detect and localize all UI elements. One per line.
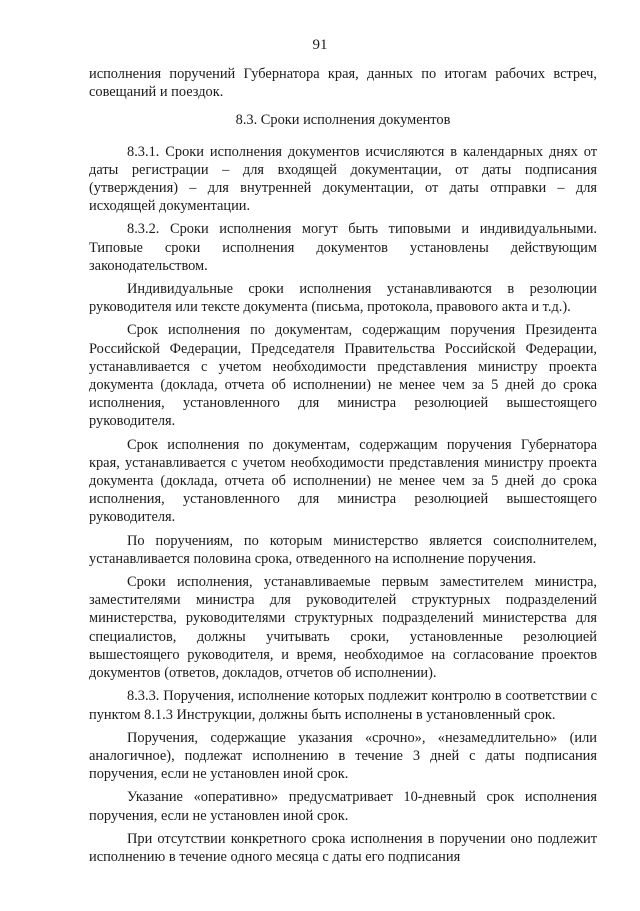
paragraph-continuation: исполнения поручений Губернатора края, данных по итогам рабочих встреч, совещаний и поездок. <box>89 66 597 101</box>
paragraph: 8.3.2. Сроки исполнения могут быть типовыми и индивидуальными. Типовые сроки исполнения документов установлены действующим законодательством. <box>89 221 597 274</box>
document-body <box>89 65 597 871</box>
paragraph: При отсутствии конкретного срока исполнения в поручении оно подлежит исполнению в течение одного месяца с даты его подписания <box>89 830 597 865</box>
paragraph: Указание «оперативно» предусматривает 10-дневный срок исполнения поручения, если не установлен иной срок. <box>89 789 597 824</box>
paragraph: По поручениям, по которым министерство является соисполнителем, устанавливается половина срока, отведенного на исполнение поручения. <box>89 532 597 567</box>
paragraph: Индивидуальные сроки исполнения устанавливаются в резолюции руководителя или тексте документа (письма, протокола, правового акта и т.д.). <box>89 281 597 316</box>
paragraph: Поручения, содержащие указания «срочно», «незамедлительно» (или аналогичное), подлежат исполнению в течение 3 дней с даты подписания поручения, если не установлен иной срок. <box>89 729 597 783</box>
page-number: 91 <box>312 37 328 53</box>
paragraph: 8.3.1. Сроки исполнения документов исчисляются в календарных днях от даты регистрации – для входящей документации, от даты подписания (утверждения) – для внутренней документации, от даты отправки – для исходящей документации. <box>89 143 597 215</box>
paragraph: Срок исполнения по документам, содержащим поручения Президента Российской Федерации, Председателя Правительства Российской Федерации, устанавливается с учетом необходимости представления министру проекта документа (доклада, отчета об исполнении) не менее чем за 5 дней до срока исполнения, установленного для министра резолюцией вышестоящего руководителя. <box>89 322 597 430</box>
paragraph: Срок исполнения по документам, содержащим поручения Губернатора края, устанавливается с учетом необходимости представления министру проекта документа (доклада, отчета об исполнении) не менее чем за 5 дней до срока исполнения, установленного для министра резолюцией вышестоящего руководителя. <box>89 436 597 526</box>
paragraph: Сроки исполнения, устанавливаемые первым заместителем министра, заместителями министра для руководителей структурных подразделений министерства, руководителями структурных подразделений министерства для специалистов, должны учитывать сроки, установленные резолюцией вышестоящего руководителя, и время, необходимое на согласование проектов документов (ответов, докладов, отчетов об исполнении). <box>89 574 597 682</box>
paragraph: 8.3.3. Поручения, исполнение которых подлежит контролю в соответствии с пунктом 8.1.3 Инструкции, должны быть исполнены в установленный срок. <box>89 688 597 723</box>
section-heading: 8.3. Сроки исполнения документов <box>235 112 451 129</box>
